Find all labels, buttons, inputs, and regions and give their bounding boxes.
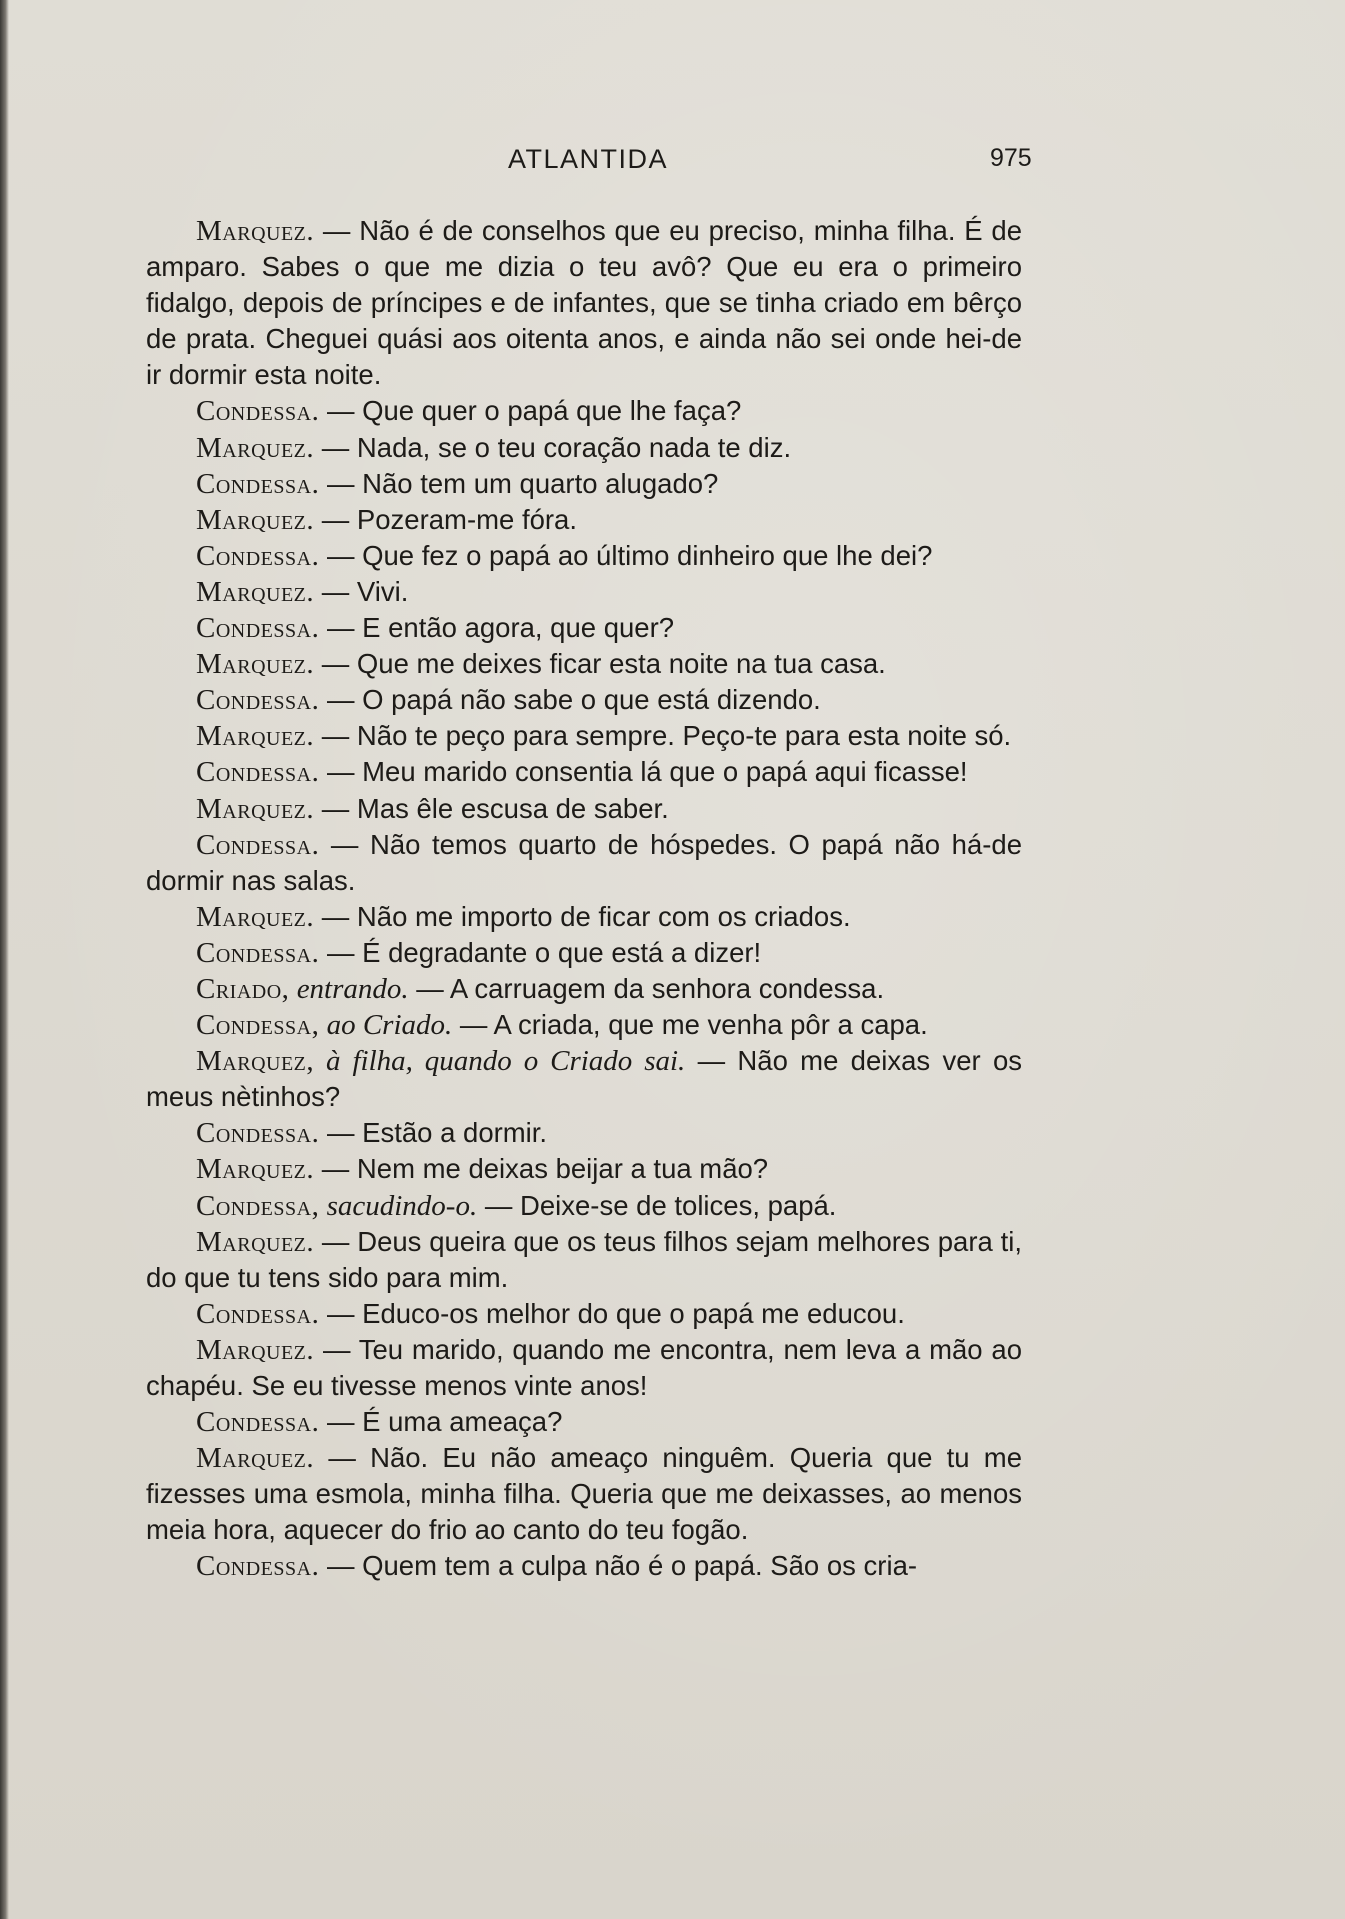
speech-text: — A criada, que me venha pôr a capa. xyxy=(452,1009,928,1041)
dialogue-paragraph xyxy=(146,718,1022,754)
speech-text: — É uma ameaça? xyxy=(319,1406,563,1438)
dialogue-paragraph xyxy=(146,1296,1022,1332)
dialogue-paragraph xyxy=(146,899,1022,935)
dialogue-paragraph xyxy=(146,430,1022,466)
speaker-name: Marquez. xyxy=(196,792,315,825)
speech-text: — Que quer o papá que lhe faça? xyxy=(319,395,742,427)
speech-text: — Não te peço para sempre. Peço-te para esta noite só. xyxy=(314,720,1012,752)
speaker-name: Condessa. xyxy=(196,828,320,861)
speech-text: — Deixe-se de tolices, papá. xyxy=(477,1189,837,1221)
speech-text: — Não tem um quarto alugado? xyxy=(319,467,719,499)
dialogue-paragraph xyxy=(146,1224,1022,1296)
speech-text: — Que fez o papá ao último dinheiro que lhe dei? xyxy=(319,539,933,571)
dialogue-paragraph xyxy=(146,1332,1022,1404)
dialogue-paragraph xyxy=(146,213,1022,393)
speech-text: — Não. Eu não ameaço ninguêm. Queria que tu me fizesses uma esmola, minha filha. Queria que me deixasses, ao menos meia hora, aquecer do frio ao canto do teu fogão. xyxy=(146,1442,1022,1546)
speaker-name: Condessa. xyxy=(196,1406,320,1439)
dialogue-paragraph xyxy=(146,502,1022,538)
speech-text: — Nem me deixas beijar a tua mão? xyxy=(314,1153,769,1185)
speech-text: — Meu marido consentia lá que o papá aqui ficasse! xyxy=(319,756,968,788)
dialogue-paragraph xyxy=(146,1007,1022,1043)
dialogue-paragraph xyxy=(146,538,1022,574)
dialogue-paragraph xyxy=(146,935,1022,971)
speaker-name: Marquez. xyxy=(196,575,315,608)
speaker-name: Marquez. xyxy=(196,503,315,536)
speaker-name: Condessa. xyxy=(196,539,320,572)
page-number: 975 xyxy=(990,144,1032,172)
speaker-name: Condessa. xyxy=(196,1297,320,1330)
dialogue-text xyxy=(146,213,1022,1585)
speaker-name: Condessa. xyxy=(196,756,320,789)
page-header xyxy=(0,144,1345,184)
stage-direction: à filha, quando o Criado sai. xyxy=(314,1045,686,1078)
speaker-name: Condessa. xyxy=(196,612,320,645)
running-title: ATLANTIDA xyxy=(508,144,669,174)
speech-text: — O papá não sabe o que está dizendo. xyxy=(319,684,821,716)
stage-direction: sacudindo-o. xyxy=(319,1189,478,1222)
dialogue-paragraph xyxy=(146,1188,1022,1224)
speech-text: — Educo-os melhor do que o papá me educou. xyxy=(319,1297,905,1329)
speech-text: — Não me deixas ver os meus nètinhos? xyxy=(146,1045,1023,1113)
dialogue-paragraph xyxy=(146,971,1022,1007)
speaker-name: Marquez. xyxy=(196,1442,315,1475)
speech-text: — E então agora, que quer? xyxy=(319,612,675,644)
dialogue-paragraph xyxy=(146,827,1022,899)
speaker-name: Marquez. xyxy=(196,431,315,464)
speaker-name: Marquez. xyxy=(196,1153,315,1186)
stage-direction: entrando. xyxy=(289,972,409,1005)
dialogue-paragraph xyxy=(146,754,1022,790)
dialogue-paragraph xyxy=(146,646,1022,682)
speaker-name: Condessa. xyxy=(196,395,320,428)
speech-text: — Teu marido, quando me encontra, nem leva a mão ao chapéu. Se eu tivesse menos vinte anos! xyxy=(146,1333,1022,1401)
dialogue-paragraph xyxy=(146,393,1022,429)
dialogue-paragraph xyxy=(146,466,1022,502)
speech-text: — A carruagem da senhora condessa. xyxy=(408,972,885,1004)
speaker-name: Condessa, xyxy=(196,1189,320,1222)
speaker-name: Marquez. xyxy=(196,720,315,753)
speaker-name: Marquez, xyxy=(196,1045,315,1078)
speaker-name: Condessa. xyxy=(196,1117,320,1150)
speaker-name: Condessa. xyxy=(196,684,320,717)
speaker-name: Marquez. xyxy=(196,215,315,247)
speech-text: — Mas êle escusa de saber. xyxy=(314,792,669,824)
dialogue-paragraph xyxy=(146,791,1022,827)
dialogue-paragraph xyxy=(146,682,1022,718)
speaker-name: Condessa. xyxy=(196,1550,320,1583)
speech-text: — É degradante o que está a dizer! xyxy=(319,936,762,968)
dialogue-paragraph xyxy=(146,574,1022,610)
speech-text: — Não é de conselhos que eu preciso, minha filha. É de amparo. Sabes o que me dizia o teu avô? Que eu era o primeiro fidalgo, depois de príncipes e de infantes, que se tinha criado em bêrço de prata. Cheguei quási aos oitenta anos, e ainda não sei onde hei-de ir dormir esta noite. xyxy=(146,215,1022,391)
dialogue-paragraph xyxy=(146,1115,1022,1151)
speech-text: — Não me importo de ficar com os criados. xyxy=(314,900,851,932)
speaker-name: Condessa, xyxy=(196,1009,320,1042)
dialogue-paragraph xyxy=(146,1043,1022,1115)
binding-shadow xyxy=(0,0,9,1919)
dialogue-paragraph xyxy=(146,1440,1022,1548)
speaker-name: Marquez. xyxy=(196,1333,315,1366)
dialogue-paragraph xyxy=(146,610,1022,646)
speech-text: — Pozeram-me fóra. xyxy=(314,503,577,535)
speech-text: — Estão a dormir. xyxy=(319,1117,548,1149)
stage-direction: ao Criado. xyxy=(319,1009,453,1042)
speaker-name: Criado, xyxy=(196,972,290,1005)
speaker-name: Condessa. xyxy=(196,936,320,969)
speaker-name: Marquez. xyxy=(196,1225,315,1258)
speech-text: — Vivi. xyxy=(314,575,409,607)
speech-text: — Que me deixes ficar esta noite na tua casa. xyxy=(314,648,886,680)
speaker-name: Marquez. xyxy=(196,648,315,681)
dialogue-paragraph xyxy=(146,1548,1022,1584)
speaker-name: Condessa. xyxy=(196,467,320,500)
speaker-name: Marquez. xyxy=(196,900,315,933)
speech-text: — Quem tem a culpa não é o papá. São os cria- xyxy=(319,1550,918,1582)
speech-text: — Deus queira que os teus filhos sejam melhores para ti, do que tu tens sido para mim. xyxy=(146,1225,1022,1293)
speech-text: — Nada, se o teu coração nada te diz. xyxy=(314,431,792,463)
speech-text: — Não temos quarto de hóspedes. O papá não há-de dormir nas salas. xyxy=(146,828,1022,896)
dialogue-paragraph xyxy=(146,1151,1022,1187)
dialogue-paragraph xyxy=(146,1404,1022,1440)
